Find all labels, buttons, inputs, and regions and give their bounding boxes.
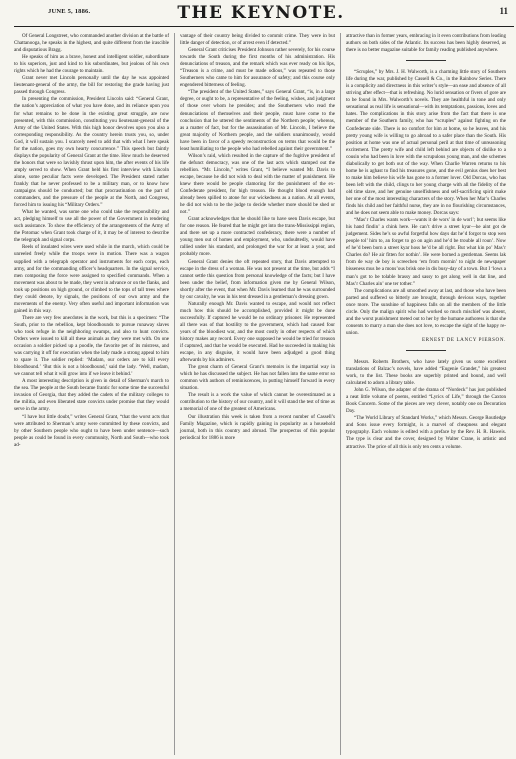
paragraph: attractive than in former years, embracing in it even contributions from leading authors on both sides of the Atlantic. Its success has been highly deserved, as there is no better magazine suitable for family reading published anywhere. [346,33,506,54]
paragraph: A most interesting description is given in detail of Sherman’s march to the sea. The people at the South became frantic for some time the successful invasion of Georgia, that they added the cadets of the military colleges to the militia, and even liberated state convicts under promise that they would serve in the army. [14,378,169,413]
paragraph: Our illustration this week is taken from a recent number of Cassell’s Family Magazine, which is rapidly gaining in popularity as a household journal, both in this country and abroad. The prospectus of this popular periodical for 1886 is more [180,413,335,441]
paragraph: “I have but little doubt,” writes General Grant, “that the worst acts that were attributed to Sherman’s army were committed by these convicts, and by other Southern people who ought to have been under sentence—such people as could be found in every community, North and South—who took ad- [14,413,169,448]
paragraph: Grant never met Lincoln personally until the day he was appointed lieutenant-general of the army, the bill for restoring the grade having just passed through Congress. [14,75,169,96]
column-rule [174,33,175,755]
paragraph: The result is a work the value of which cannot be overestimated as a contribution to the history of our country, and it will stand the test of time as a memorial of one of the greatest of Americans. [180,392,335,413]
author-signature: ERNEST DE LANCY PIERSON. [421,336,506,343]
paragraph: Of General Longstreet, who commanded another division at the battle of Chattanooga, he speaks in the highest, and quite different from the irascible and disputatious Bragg. [14,33,169,54]
paragraph: Naturally enough Mr. Davis wanted to escape, and would not reflect much how this should be accomplished, provided it might be done successfully. If captured he would be no ordinary prisoner. He represented all there was of that hostility to the government, which had caused four years of the bloodiest war, and the most costly in other respects of which history makes any record. Every one supposed he would be tried for treason if captured, and that he would be executed. Had he succeeded in making his escape, in any disguise, it would have been adjudged a good thing afterwards by his admirers. [180,300,335,364]
section-divider [406,60,446,61]
paragraph: “The president of the United States,” says General Grant, “is, in a large degree, or ought to be, a representative of the feeling, wishes, and judgment of those over whom he presides; and the Southerners who read the denunciations of themselves and their people, must have come to the conclusion that he uttered the sentiments of the Northern people; whereas, as a matter of fact, but for the assassination of Mr. Lincoln, I believe the great majority of Northern people, and the soldiers unanimously, would have been in favor of a speedy reconstruction on terms that would be the least humiliating to the people who had rebelled against their government.” [180,89,335,152]
section-divider [406,350,446,351]
paragraph: The great charm of General Grant’s memoirs is the impartial way in which he has discussed the subject. He has not fallen into the same error so common with authors of reminiscences, in putting himself forward in every situation. [180,364,335,392]
page-number: 11 [499,6,508,16]
page-header [8,3,514,25]
header-rule [14,26,514,27]
issue-date: JUNE 5, 1886. [48,8,91,15]
column-3 [346,33,506,451]
column-2 [180,33,335,442]
paragraph: There are very few anecdotes in the work, but this is a specimen: “The South, prior to the rebellion, kept bloodhounds to pursue runaway slaves who took refuge in the neighboring swamps, and also to hunt convicts. Orders were issued to kill all these animals as they were met with. On one occasion a soldier picked up a poodle, the favorite pet of its mistress, and was carrying it off for execution when the lady made a strong appeal to him to spare it. The soldier replied: ‘Madam, our orders are to kill every bloodhound.’ ‘But this is not a bloodhound,’ said the lady. ‘Well, madam, we cannot tell what it will grow into if we leave it behind.’ [14,314,169,378]
paragraph: vantage of their country being divided to commit crime. They were in but little danger of detection, or of arrest even if detected.” [180,33,335,47]
column-1 [14,33,169,449]
paragraph: What he wanted, was some one who could take the responsibility and act, pledging himself to use all the power of the Government in rendering such assistance. To show the efficiency of the arrangements of the Army of the Potomac when Grant took charge of it, it may be of interest to describe the telegraph and signal corps. [14,209,169,244]
column-rule [340,33,341,755]
paragraph: “Mas’r Charles wants work—wants it de wors’ in de worl’; but seems like his hand findin’ a chink here. He can’t drive a street kyar—he aint got de judgement. Sides he’s so awful forgetful how days dat he’d forgot to stop wen people tol’ him to, an forget to go on agin and he’d be trouble all roun’. Now ef he’d been born a street kyar hoss he’d be all right. But what kin po’ Mas’r Charles do? He air fitten for nothin’. He were borned a gentleman. Seems lak from de way de boy is screechen ‘em from mornin’ to night de newspaper bisseness mus be a mons’ous brisk one in dis busy-day of a town. But I ‘lows a man’s got to be tolable brassy and sassy to get along well in dat line, and Mas’r Charles ain’ one ter tother.” [346,217,506,287]
paragraph: John G. Wilson, the adapter of the drama of “Nordeck” has just published a neat little volume of poems, entitled “Lyrics of Life,” through the Caxton Book Concern. Some of the pieces are very clever, notably one on Decoration Day. [346,387,506,415]
paragraph: General Grant criticises President Johnson rather severely, for his course towards the South during the first months of his administration. His denunciations of treason, and the remark which was ever ready on his lips, “Treason is a crime, and must be made odious,” was repeated to those Southerners who came to him for assurance of safety; and this course only engendered bitterness of feeling. [180,47,335,89]
paragraph: Wilson’s raid, which resulted in the capture of the fugitive president of the defunct democracy, was one of the last acts which stamped out the rebellion. “Mr. Lincoln,” writes Grant, “I believe wanted Mr. Davis to escape, because he did not wish to deal with the matter of punishment. He knew there would be people clamoring for the punishment of the ex-Confederate president, for high treason. He thought blood enough had already been spilled to atone for our wickedness as a nation. At all events, he did not wish to be the judge to decide whether more should be shed or not.” [180,152,335,216]
paragraph: “The World Library of Standard Works,” which Messrs. George Routledge and Sons issue every fortnight, is a marvel of cheapness and elegant typography. Each volume is edited with a preface by the Rev. H. R. Haweis. The type is clear and the cover, designed by Walter Crane, is artistic and attractive. The price of all this is only ten cents a volume. [346,415,506,450]
masthead-title: THE KEYNOTE. [177,3,345,23]
paragraph: General Grant denies the oft repeated story, that Davis attempted to escape in the dress of a woman. He was not present at the time, but adds “I cannot settle this question from personal knowledge of the facts; but I have been under the belief, from information given me by General Wilson, shortly after the event, that when Mr. Davis learned that he was surrounded by our cavalry, he was in his tent dressed in a gentleman’s dressing gown. [180,258,335,300]
paragraph: Messrs. Roberts Brothers, who have lately given us some excellent translations of Balzac’s novels, have added “Eugenie Grandet,” his greatest work, to the list. These books are superbly printed and bound, and well calculated to adorn a library table. [346,358,506,387]
paragraph: In presenting the commission, President Lincoln said: “General Grant, the nation’s appreciation of what you have done, and its reliance upon you for what remains to be done in the existing great struggle, are now presented, with this commission, constituting you lieutenant-general of the Army of the United States. With this high honor devolves upon you also a corresponding responsibility. As the country herein trusts you, so, under God, it will sustain you. I scarcely need to add that with what I here speak for the nation, goes my own hearty concurrence.” This speech but faintly displays the popularity of General Grant at the time. How much he deserved the honors that were so lavishly thrust upon him, the after events of his life amply served to show. When Grant held his first interview with Lincoln alone, some peculiar facts were developed. The President stated rather frankly that he never professed to be a military man, or to know how campaigns should be conducted; but that procrastination on the part of commanders, and the pressure of the people at the North, and Congress, forced him to issuing his “Military Orders.” [14,96,169,209]
paragraph: He speaks of him as a brave, honest and intelligent soldier, subordinate to his superiors, just and kind to his subordinates, but jealous of his own rights which he had the courage to maintain. [14,54,169,75]
paragraph: The complications are all smoothed away at last, and those who have been parted and suffered so bitterly are brought, through devious ways, together once more. The sunshine of happiness falls on all the members of the little circle. Only the malign spirit who had worked so much mischief was absent, and the worst punishment meted out to her by the humane authoress is that she consents to marry a man she does not love, to escape the sight of the happy re-union. [346,287,506,336]
paragraph: “Scruples,” by Mrs. J. H. Walworth, is a charming little story of Southern life during the war, published by Cassell & Co., in the Rainbow Series. There is a complicity and directness in this writer’s style—an ease and absence of all striving after effect—that is refreshing. No lurid sensation or fivers of gore are to be found in Mrs. Walworth’s novels. They are healthful in tone and only sensational as real life is sensational—with its temptations, passions, loves and hates. The complications in this story arise from the fact that there is one member of the Southern family, who has “scruples” against fighting on the Confederate side. There is no comfort for him at home, so he leaves, and his pretty young wife is willing to go abroad to a safer place than the South. His position at home was one of actual personal peril at that time of unreasoning excitement. The pretty wife and child left behind are objects of dislike to a cousin who had been in love with the scrupulous young man, and she schemes diabolically to get both out of the way. When Charlie Warren returns to his home he is aghast to find his treasures gone, and the evil genius does her best to make him believe his wife has gone to a former lover. Old Dorcas, who has been left with the child, clings to her young charge with all the fidelity of the old time slave, and her genuine unselfishness and self-sacrificing spirit make her one of the most interesting characters of the story. When her Mar’s Charles finds his child and her faithful nurse, they are in no flourishing circumstances, and he does not seem able to make money. Dorcas says: [346,69,506,217]
paragraph: Reels of insulated wires were used while in the march, which could be unreeled freely while the troops were in motion. There was a wagon supplied with a telegraph operator and instruments for each corps, each army, and for the commanding officer’s headquarters. In the signal service, men composing the force were assigned to specified commands. When a movement was about to be made, they went in advance or on the flanks, and took up positions on high ground, or climbed to the tops of tall trees where they could denote, by signals, the positions of our own army and the movements of the enemy. Very often useful and important information was gained in this way. [14,244,169,314]
paragraph: Grant acknowledges that he should like to have seen Davis escape, but for one reason. He feared that he might get into the trans-Mississippi region, and there set up a more contracted confederacy, there were a number of young men out of homes and employment, who, undoubtedly, would have rallied under his standard, and prolonged the war for at least a year, and probably more. [180,216,335,258]
